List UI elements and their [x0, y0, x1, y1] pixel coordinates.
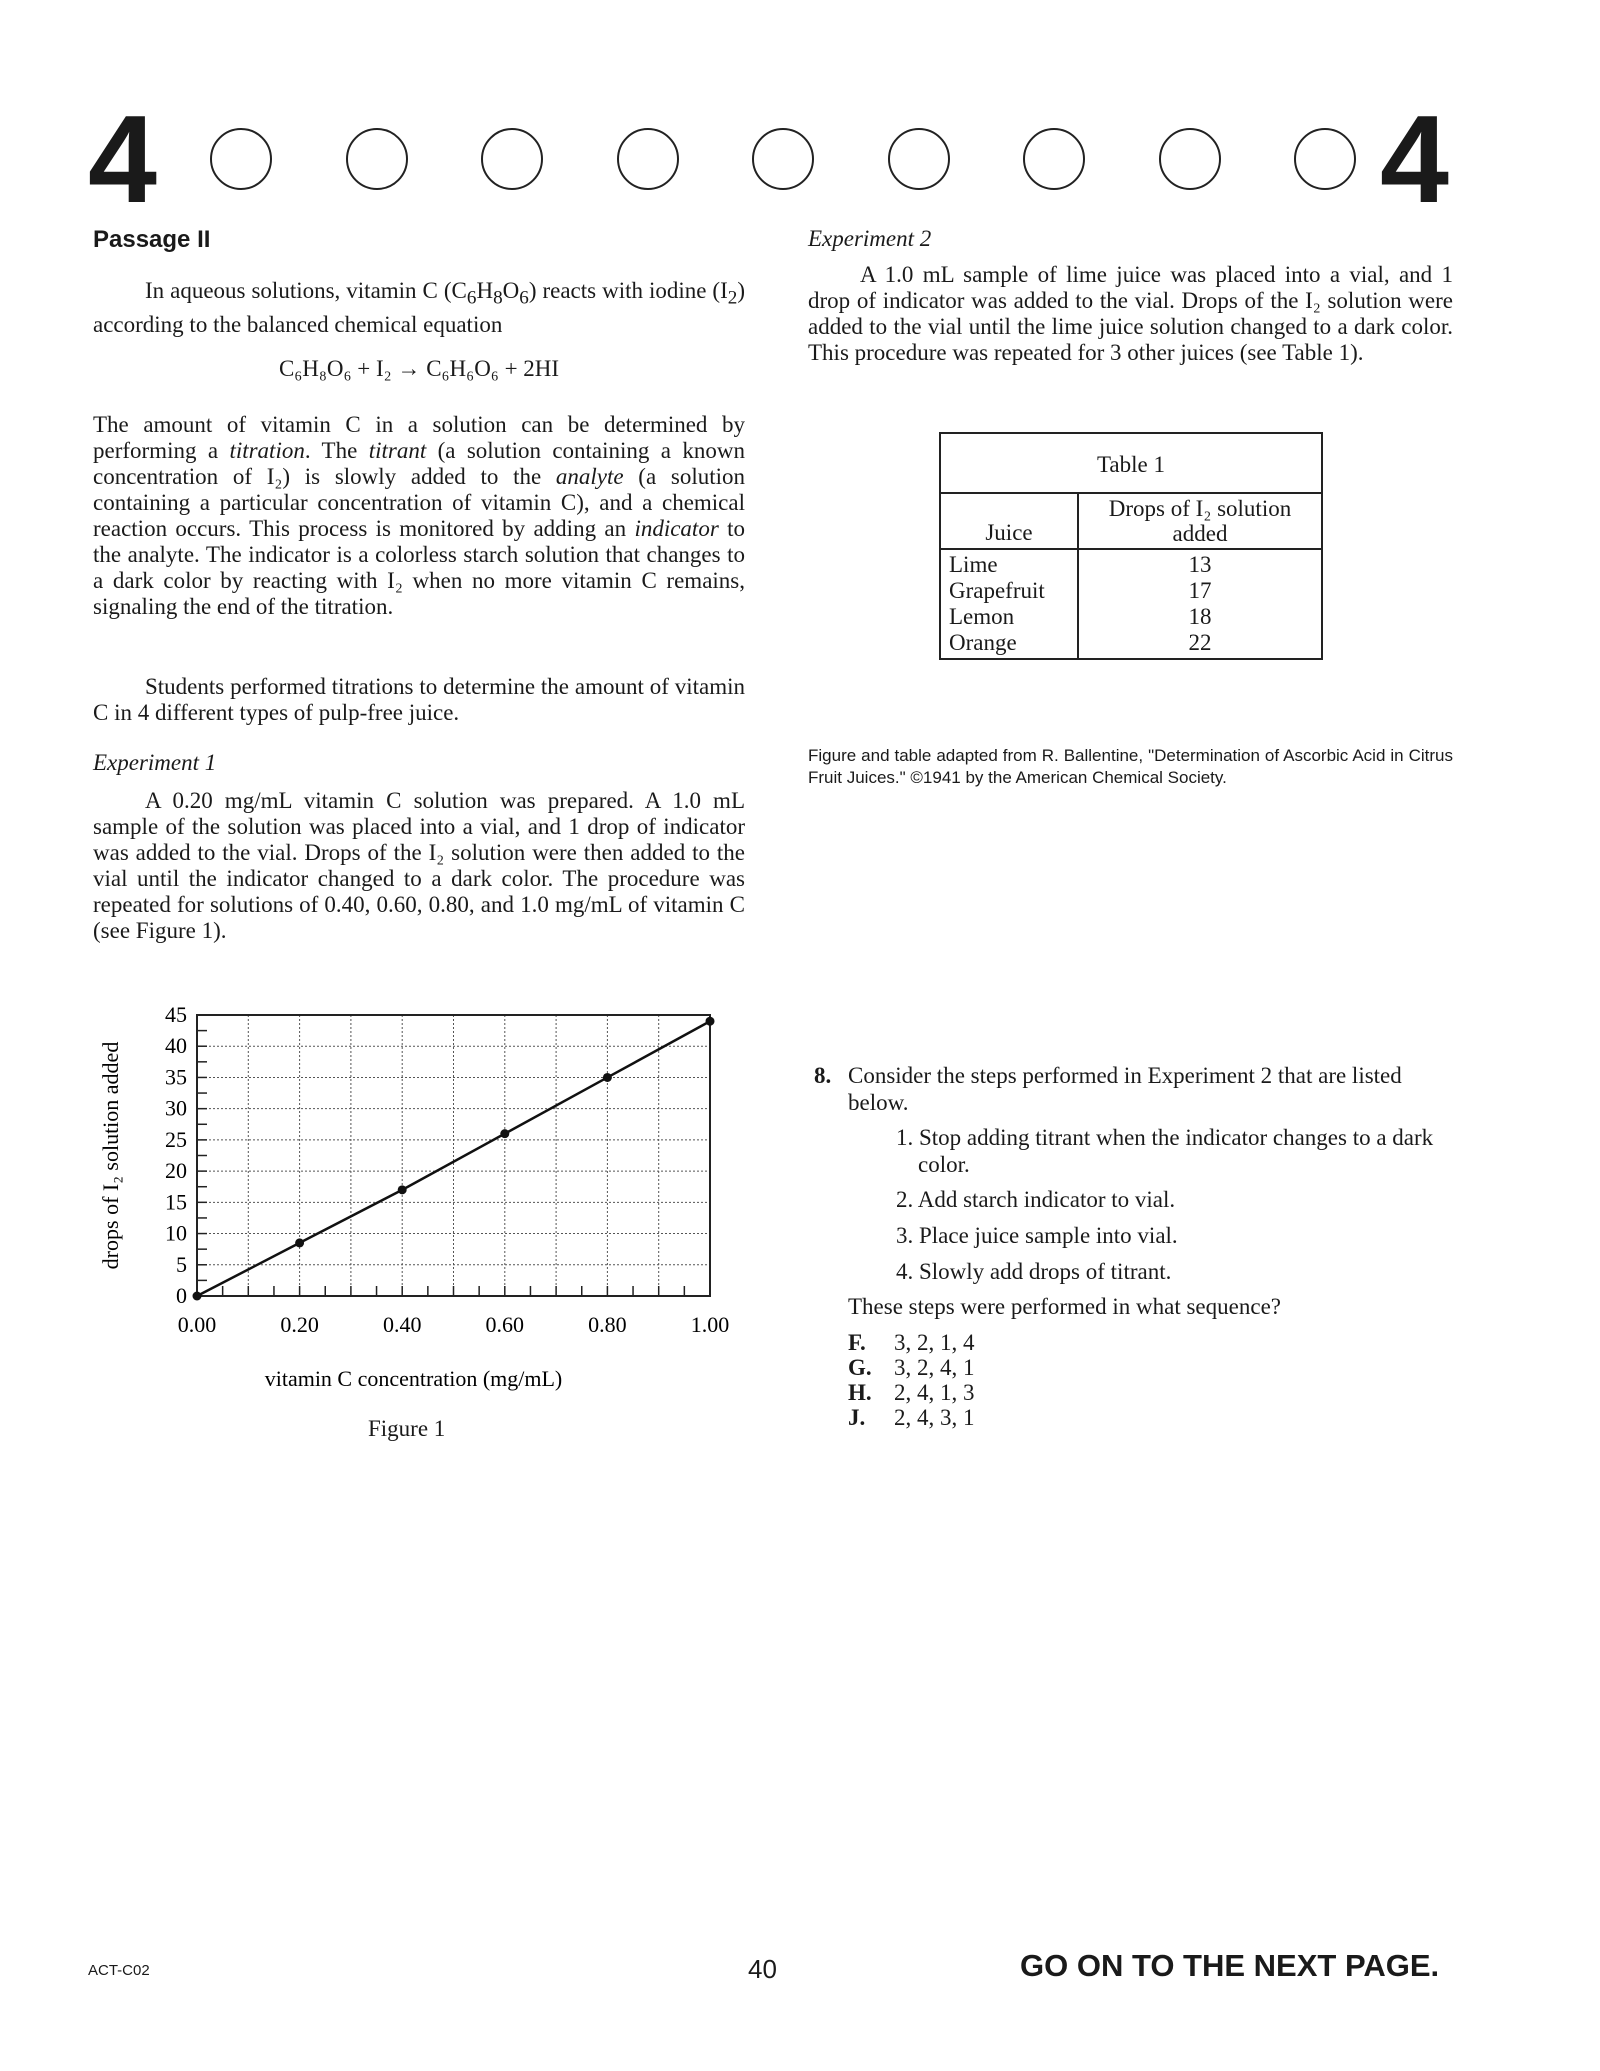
step-item: 2. Add starch indicator to vial.: [896, 1187, 1176, 1212]
x-tick-label: 0.00: [177, 1312, 217, 1337]
figure1-chart: [90, 995, 770, 1435]
circle-icon: [888, 128, 950, 190]
circle-icon: [210, 128, 272, 190]
answer-option-j[interactable]: J. 2, 4, 3, 1: [848, 1405, 975, 1430]
experiment1-text: A 0.20 mg/mL vitamin C solution was prepared. A 1.0 mL sample of the solution was placed into a vial, and 1 drop of indicator was added to the vial. Drops of the I₂ solution were then added to the vial until the indicator changed to a dark color. The procedure was repeated for solutions of 0.40, 0.60, 0.80, and 1.0 mg/mL of vitamin C (see Figure 1).: [93, 788, 745, 943]
circle-icon: [1023, 128, 1085, 190]
y-tick-label: 15: [165, 1189, 187, 1215]
x-tick-label: 0.60: [485, 1312, 525, 1337]
step-item: 4. Slowly add drops of titrant.: [896, 1259, 1172, 1284]
x-tick-label: 0.80: [588, 1312, 627, 1337]
x-tick-label: 0.20: [280, 1312, 319, 1337]
question-8: [808, 1062, 1453, 1430]
y-tick-label: 5: [176, 1251, 187, 1277]
data-point: [193, 1292, 202, 1301]
y-tick-label: 0: [176, 1283, 187, 1308]
table1: [939, 432, 1323, 660]
data-point: [500, 1129, 509, 1138]
passage-paragraph-3: Students performed titrations to determine the amount of vitamin C in 4 different types of pulp-free juice.: [93, 674, 745, 725]
y-tick-label: 20: [165, 1158, 187, 1184]
step-item: 3. Place juice sample into vial.: [896, 1223, 1178, 1248]
y-tick-label: 45: [165, 1002, 187, 1027]
table1-juice: Lemon: [949, 604, 1015, 629]
y-tick-label: 40: [165, 1033, 187, 1059]
answer-options: [808, 1330, 1453, 1430]
answer-option-f[interactable]: F. 3, 2, 1, 4: [848, 1330, 975, 1355]
source-credit: Figure and table adapted from R. Ballentine, "Determination of Ascorbic Acid in Citrus Fruit Juices." ©1941 by the American Chemical Society.: [808, 746, 1453, 787]
table1-col-drops: Drops of I₂ solution added: [1078, 493, 1322, 549]
circle-icon: [1294, 128, 1356, 190]
circle-icon: [481, 128, 543, 190]
table1-juice: Grapefruit: [949, 578, 1045, 603]
x-tick-label: 0.40: [382, 1312, 422, 1337]
data-point: [398, 1185, 407, 1194]
step-item: 1. Stop adding titrant when the indicator changes to a dark color.: [896, 1125, 1434, 1177]
y-tick-label: 10: [165, 1220, 187, 1246]
y-tick-label: 25: [165, 1126, 187, 1152]
question-stem: Consider the steps performed in Experiment 2 that are listed below.: [848, 1063, 1402, 1115]
answer-option-h[interactable]: H. 2, 4, 1, 3: [848, 1380, 975, 1405]
table1-drops: 17: [1188, 578, 1212, 603]
question-prompt: These steps were performed in what sequence?: [848, 1294, 1281, 1319]
circle-icon: [346, 128, 408, 190]
page-number: 40: [748, 1954, 777, 1984]
table1-title: Table 1: [940, 433, 1322, 493]
experiment2-text: A 1.0 mL sample of lime juice was placed into a vial, and 1 drop of indicator was added to the vial. Drops of the I₂ solution were added to the vial until the lime juice solution changed to a dark color. This procedure was repeated for 3 other juices (see Table 1).: [808, 262, 1453, 365]
table1-juice: Lime: [949, 552, 998, 577]
answer-option-g[interactable]: G. 3, 2, 4, 1: [848, 1355, 975, 1380]
steps-list: [808, 1124, 1453, 1285]
chemical-equation: C₆H₈O₆ + I₂ → C₆H₆O₆ + 2HI: [278, 356, 560, 381]
data-point: [603, 1073, 612, 1082]
chart-ticks: [165, 1002, 729, 1337]
passage-heading: Passage II: [93, 226, 211, 253]
section-number-left: 4: [88, 91, 157, 229]
table1-juices-cell: [940, 549, 1078, 659]
experiment1-title: Experiment 1: [93, 750, 217, 775]
question-number: 8.: [814, 1063, 832, 1088]
data-point: [295, 1238, 304, 1247]
y-tick-label: 30: [165, 1095, 187, 1121]
circle-icon: [752, 128, 814, 190]
passage-paragraph-2: The amount of vitamin C in a solution can be determined by performing a titration. The titrant (a solution containing a known concentration of I₂) is slowly added to the analyte (a solution containing a particular concentration of vitamin C), and a chemical reaction occurs. This process is monitored by adding an indicator to the analyte. The indicator is a colorless starch solution that changes to a dark color by reacting with I₂ when no more vitamin C remains, signaling the end of the titration.: [93, 412, 745, 619]
circle-icon: [1159, 128, 1221, 190]
form-code: ACT-C02: [88, 1962, 150, 1979]
data-point: [706, 1017, 715, 1026]
figure1-caption: Figure 1: [368, 1416, 446, 1441]
table1-col-juice: Juice: [940, 493, 1078, 549]
table1-drops: 18: [1188, 604, 1212, 629]
experiment2-title: Experiment 2: [808, 226, 932, 251]
x-axis-label: vitamin C concentration (mg/mL): [264, 1366, 563, 1391]
circle-icon: [617, 128, 679, 190]
x-tick-label: 1.00: [690, 1312, 730, 1337]
table1-drops: 22: [1188, 630, 1212, 655]
table1-drops: 13: [1188, 552, 1212, 577]
passage-intro: In aqueous solutions, vitamin C $(C_6H_8O_6)$ reacts with iodine $(I_2)$ according to the balanced chemical equation: [93, 278, 745, 337]
chart-grid: [197, 1015, 710, 1296]
y-axis-label: drops of I₂ solution added: [98, 1041, 123, 1270]
table1-drops-cell: [1078, 549, 1322, 659]
section-number-right: 4: [1380, 91, 1449, 229]
table1-juice: Orange: [949, 630, 1017, 655]
y-tick-label: 35: [165, 1064, 187, 1090]
series-line: [197, 1021, 710, 1296]
next-page-notice: GO ON TO THE NEXT PAGE.: [1020, 1948, 1440, 1983]
